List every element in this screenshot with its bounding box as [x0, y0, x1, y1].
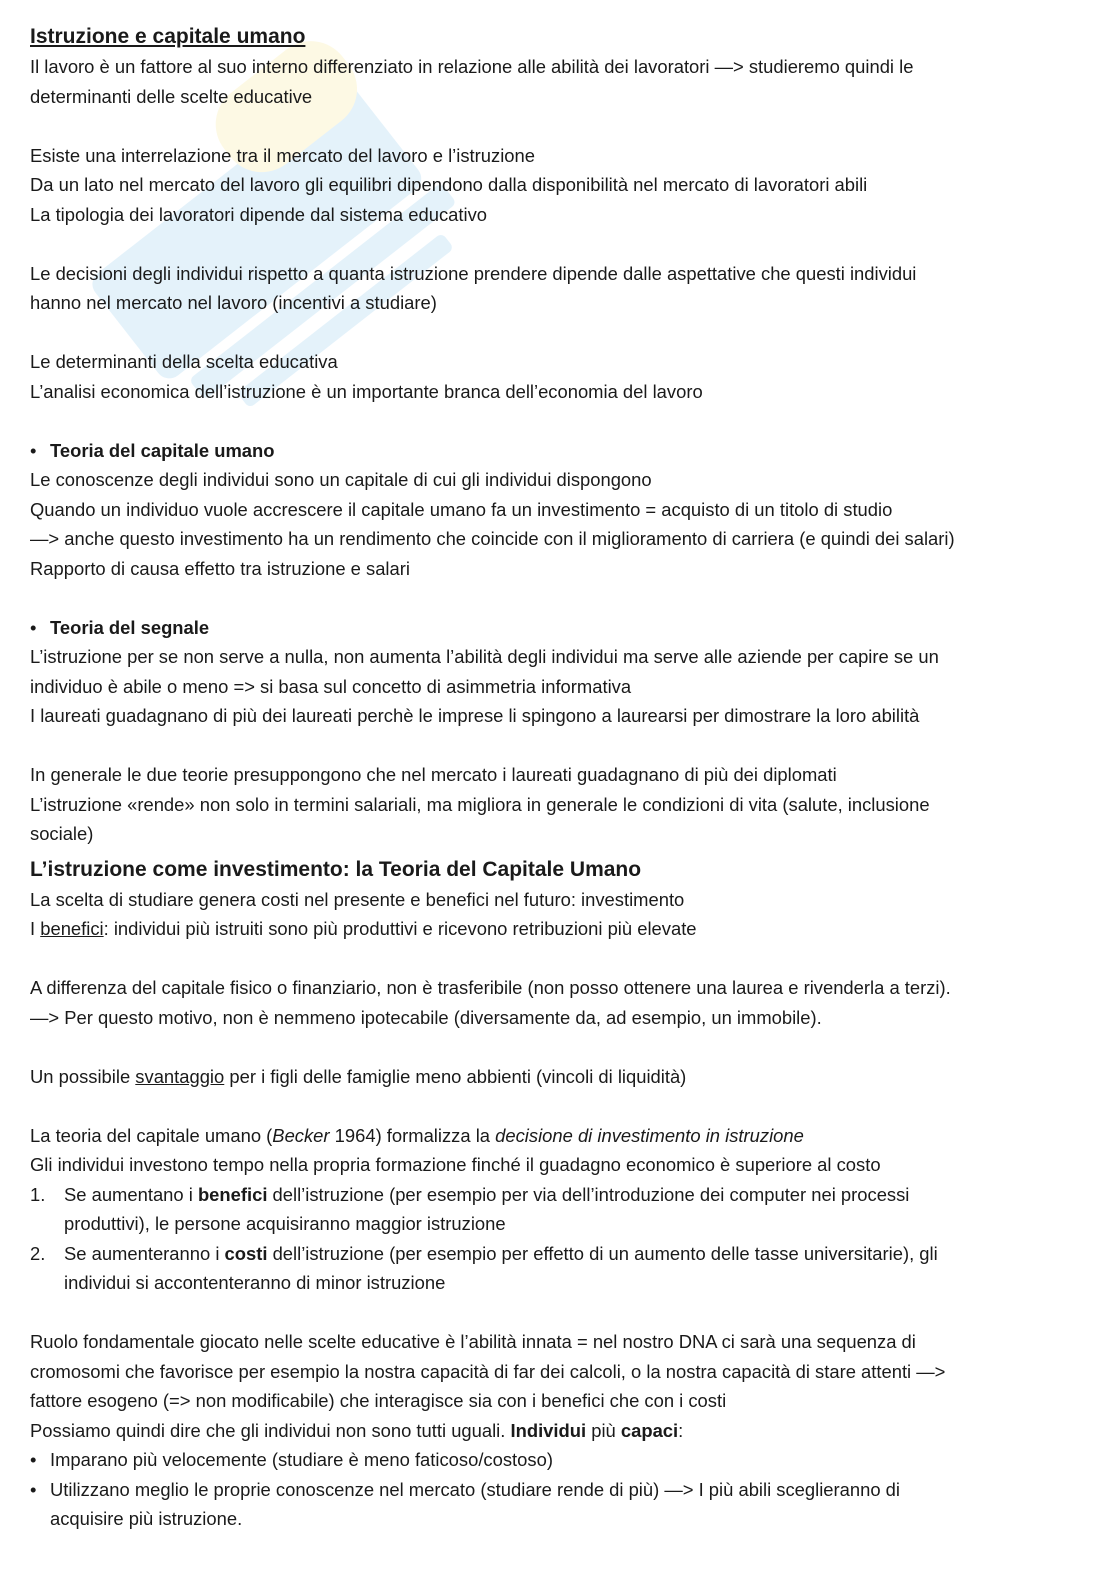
text-line: determinanti delle scelte educative [30, 85, 313, 107]
underlined-term: benefici [40, 918, 104, 939]
text-line: —> Per questo motivo, non è nemmeno ipotecabile (diversamente da, ad esempio, un immobile). [30, 1006, 822, 1028]
numbered-item-cont: individui si accontenteranno di minor istruzione [64, 1272, 446, 1293]
text-line: Gli individui investono tempo nella propria formazione finché il guadagno economico è superiore al costo [30, 1154, 881, 1175]
numbered-item-cont: produttivi), le persone acquisiranno maggior istruzione [64, 1213, 506, 1234]
bullet-item: • Utilizzano meglio le proprie conoscenze nel mercato (studiare rende di più) —> I più abili sceglieranno di [30, 1475, 1090, 1505]
bullet-item: • Imparano più velocemente (studiare è meno faticoso/costoso) [30, 1445, 1090, 1475]
bullet-dot: • [30, 1478, 37, 1500]
numbered-item: 1. Se aumentano i benefici dell’istruzione (per esempio per via dell’introduzione dei computer nei processi [30, 1183, 910, 1205]
text-line: La scelta di studiare genera costi nel presente e benefici nel futuro: investimento [30, 888, 685, 910]
text-line: cromosomi che favorisce per esempio la nostra capacità di far dei calcoli, o la nostra capacità di stare attenti —> [30, 1360, 946, 1382]
text-line: sociale) [30, 823, 94, 844]
text-line: Le determinanti della scelta educativa [30, 351, 338, 372]
bullet-heading-segnale: • Teoria del segnale [30, 613, 1090, 643]
text-line: fattore esogeno (=> non modificabile) che interagisce sia con i benefici che con i costi [30, 1390, 727, 1411]
text-line: I laureati guadagnano di più dei laureati perchè le imprese li spingono a laurearsi per dimostrare la loro abilità [30, 705, 920, 726]
text-line: individuo è abile o meno => si basa sul concetto di asimmetria informativa [30, 675, 632, 697]
text-line: Il lavoro è un fattore al suo interno differenziato in relazione alle abilità dei lavoratori —> studieremo quindi le [30, 56, 914, 77]
text-line: Possiamo quindi dire che gli individui non sono tutti uguali. Individui più capaci: [30, 1419, 684, 1441]
bullet-item-cont: acquisire più istruzione. [50, 1508, 243, 1529]
numbered-item: 2. Se aumenteranno i costi dell’istruzione (per esempio per effetto di un aumento delle tasse universitarie), gli [30, 1242, 938, 1264]
text-line: Esiste una interrelazione tra il mercato del lavoro e l’istruzione [30, 144, 535, 166]
bullet-heading-capitale-umano: • Teoria del capitale umano [30, 436, 1090, 466]
text-line: hanno nel mercato nel lavoro (incentivi a studiare) [30, 292, 437, 313]
text-line: In generale le due teorie presuppongono che nel mercato i laureati guadagnano di più dei diplomati [30, 764, 837, 785]
text-line: Le conoscenze degli individui sono un capitale di cui gli individui dispongono [30, 469, 652, 490]
text-line: L’istruzione «rende» non solo in termini salariali, ma migliora in generale le condizioni di vita (salute, inclusione [30, 793, 930, 815]
text-line: Ruolo fondamentale giocato nelle scelte educative è l’abilità innata = nel nostro DNA ci sarà una sequenza di [30, 1331, 916, 1352]
bullet-dot: • [30, 1449, 37, 1470]
bullet-dot: • [30, 439, 37, 461]
text-line: Da un lato nel mercato del lavoro gli equilibri dipendono dalla disponibilità nel mercato di lavoratori abili [30, 174, 868, 195]
page-title: Istruzione e capitale umano [30, 25, 306, 48]
text-line: A differenza del capitale fisico o finanziario, non è trasferibile (non posso ottenere una laurea e rivenderla a terzi). [30, 977, 951, 998]
text-line: —> anche questo investimento ha un rendimento che coincide con il miglioramento di carriera (e quindi dei salari) [30, 528, 955, 549]
text-line: Rapporto di causa effetto tra istruzione e salari [30, 557, 410, 579]
document-page [30, 22, 1090, 1534]
section-heading: L’istruzione come investimento: la Teoria del Capitale Umano [30, 857, 642, 881]
text-line: L’istruzione per se non serve a nulla, non aumenta l’abilità degli individui ma serve alle aziende per capire se un [30, 646, 939, 667]
text-line: Quando un individuo vuole accrescere il capitale umano fa un investimento = acquisto di un titolo di studio [30, 498, 893, 520]
text-line: L’analisi economica dell’istruzione è un importante branca dell’economia del lavoro [30, 380, 703, 402]
bullet-dot: • [30, 616, 37, 638]
text-line: La teoria del capitale umano (Becker 1964) formalizza la decisione di investimento in istruzione [30, 1124, 804, 1146]
text-line: I benefici: individui più istruiti sono più produttivi e ricevono retribuzioni più elevate [30, 918, 697, 939]
underlined-term: svantaggio [135, 1065, 225, 1087]
text-line: Un possibile svantaggio per i figli delle famiglie meno abbienti (vincoli di liquidità) [30, 1065, 687, 1087]
text-line: Le decisioni degli individui rispetto a quanta istruzione prendere dipende dalle aspettative che questi individui [30, 262, 917, 284]
text-line: La tipologia dei lavoratori dipende dal sistema educativo [30, 203, 487, 225]
